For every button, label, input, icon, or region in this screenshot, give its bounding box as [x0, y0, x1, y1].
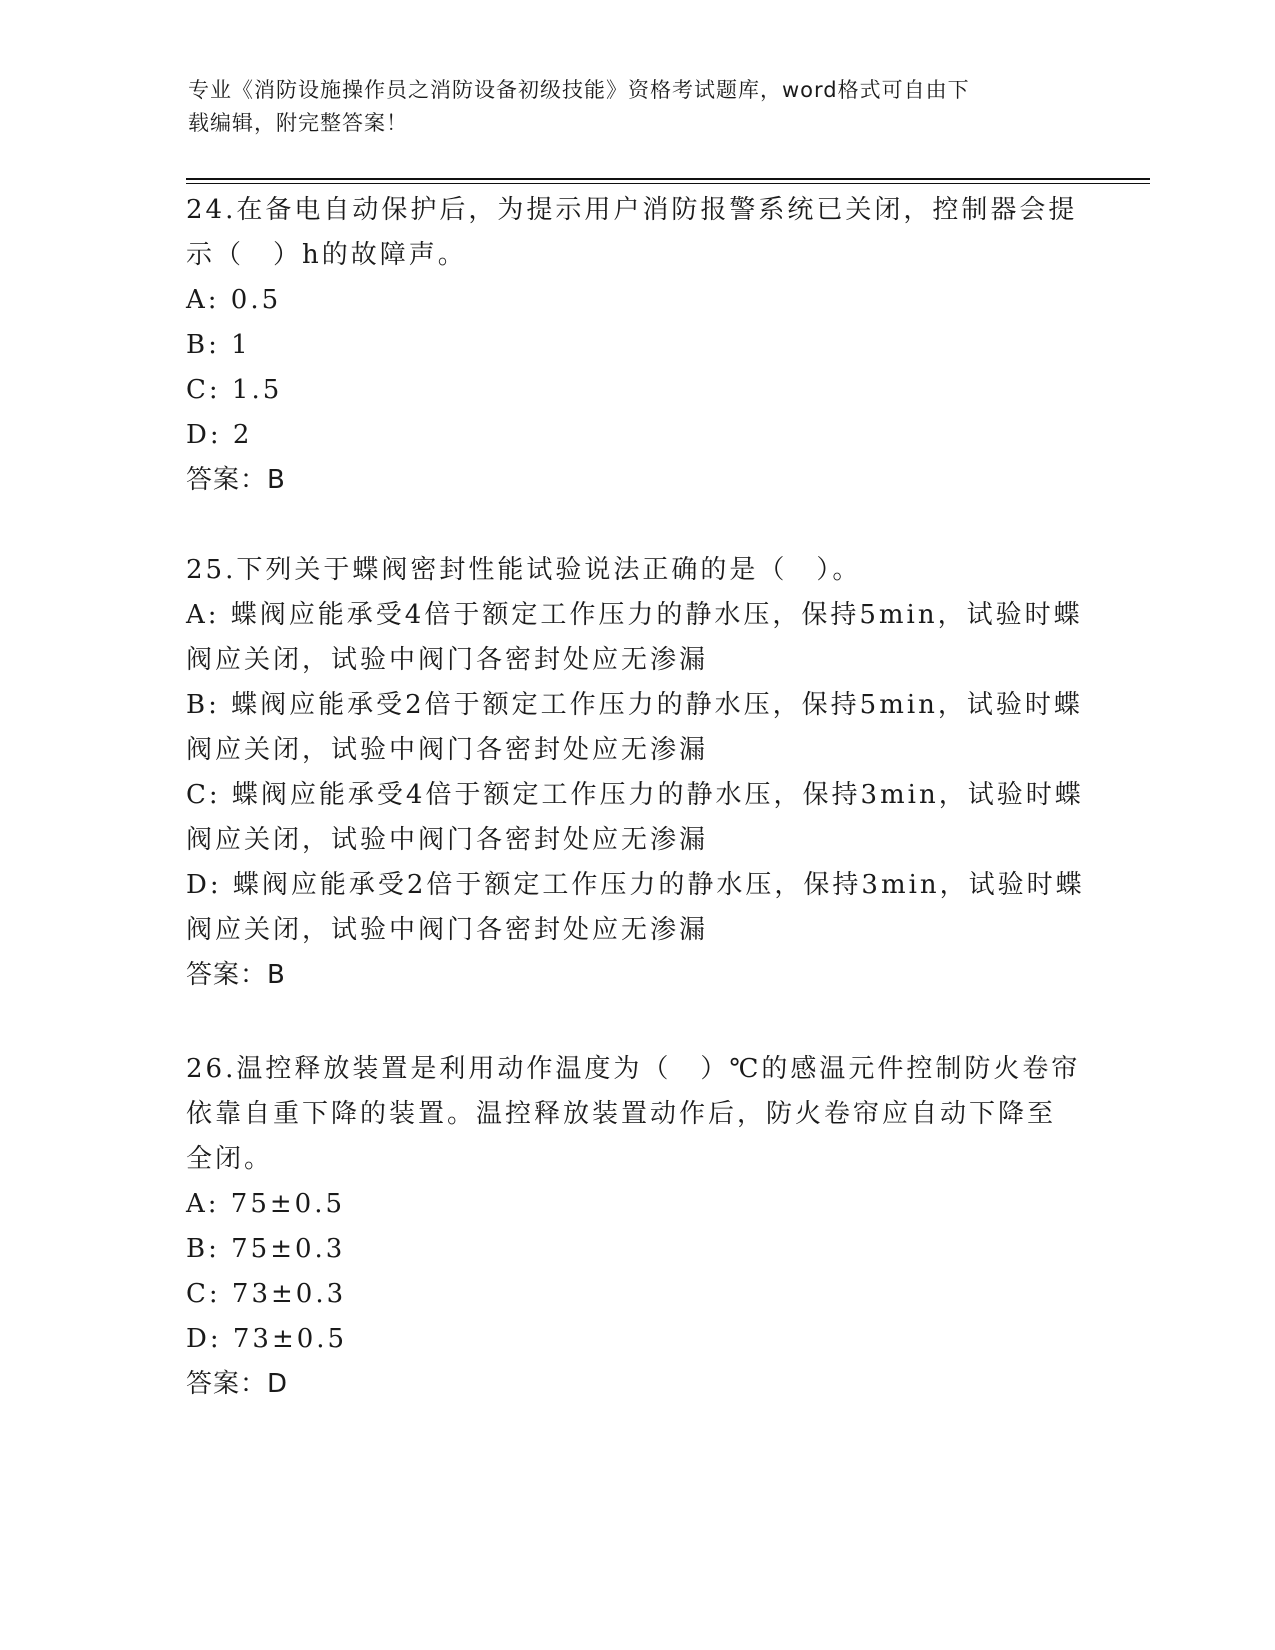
header-divider [186, 178, 1150, 180]
header-divider-thin [186, 183, 1150, 184]
option-d: D: 73±0.5 [186, 1324, 348, 1354]
question-stem: 24.在备电自动保护后，为提示用户消防报警系统已关闭，控制器会提 [186, 195, 1078, 225]
question-25 [186, 548, 1086, 998]
answer: 答案：D [186, 1369, 289, 1399]
document-header [188, 74, 1088, 140]
answer: 答案：B [186, 960, 286, 990]
option-c: C: 73±0.3 [186, 1279, 347, 1309]
option-c-cont: 阀应关闭，试验中阀门各密封处应无渗漏 [186, 825, 709, 855]
question-24 [186, 188, 1086, 503]
option-b: B: 蝶阀应能承受2倍于额定工作压力的静水压，保持5min，试验时蝶 [186, 690, 1083, 720]
question-stem: 全闭。 [186, 1144, 274, 1174]
option-d: D: 蝶阀应能承受2倍于额定工作压力的静水压，保持3min，试验时蝶 [186, 870, 1085, 900]
option-a: A: 75±0.5 [186, 1189, 346, 1219]
option-b-cont: 阀应关闭，试验中阀门各密封处应无渗漏 [186, 735, 709, 765]
option-a: A: 蝶阀应能承受4倍于额定工作压力的静水压，保持5min，试验时蝶 [186, 600, 1083, 630]
header-line-2: 载编辑，附完整答案！ [188, 111, 408, 135]
option-d: D: 2 [186, 420, 253, 450]
answer: 答案：B [186, 465, 286, 495]
option-a-cont: 阀应关闭，试验中阀门各密封处应无渗漏 [186, 645, 709, 675]
question-stem: 25.下列关于蝶阀密封性能试验说法正确的是（ ）。 [186, 555, 862, 585]
option-b: B: 1 [186, 330, 251, 360]
option-a: A: 0.5 [186, 285, 282, 315]
option-c: C: 1.5 [186, 375, 283, 405]
option-d-cont: 阀应关闭，试验中阀门各密封处应无渗漏 [186, 915, 709, 945]
question-26 [186, 1047, 1086, 1407]
option-b: B: 75±0.3 [186, 1234, 346, 1264]
question-stem: 26.温控释放装置是利用动作温度为（ ）℃的感温元件控制防火卷帘 [186, 1054, 1081, 1084]
question-stem: 示（ ）h的故障声。 [186, 240, 467, 270]
header-line-1: 专业《消防设施操作员之消防设备初级技能》资格考试题库，word格式可自由下 [188, 78, 970, 102]
option-c: C: 蝶阀应能承受4倍于额定工作压力的静水压，保持3min，试验时蝶 [186, 780, 1084, 810]
question-stem: 依靠自重下降的装置。温控释放装置动作后，防火卷帘应自动下降至 [186, 1099, 1057, 1129]
